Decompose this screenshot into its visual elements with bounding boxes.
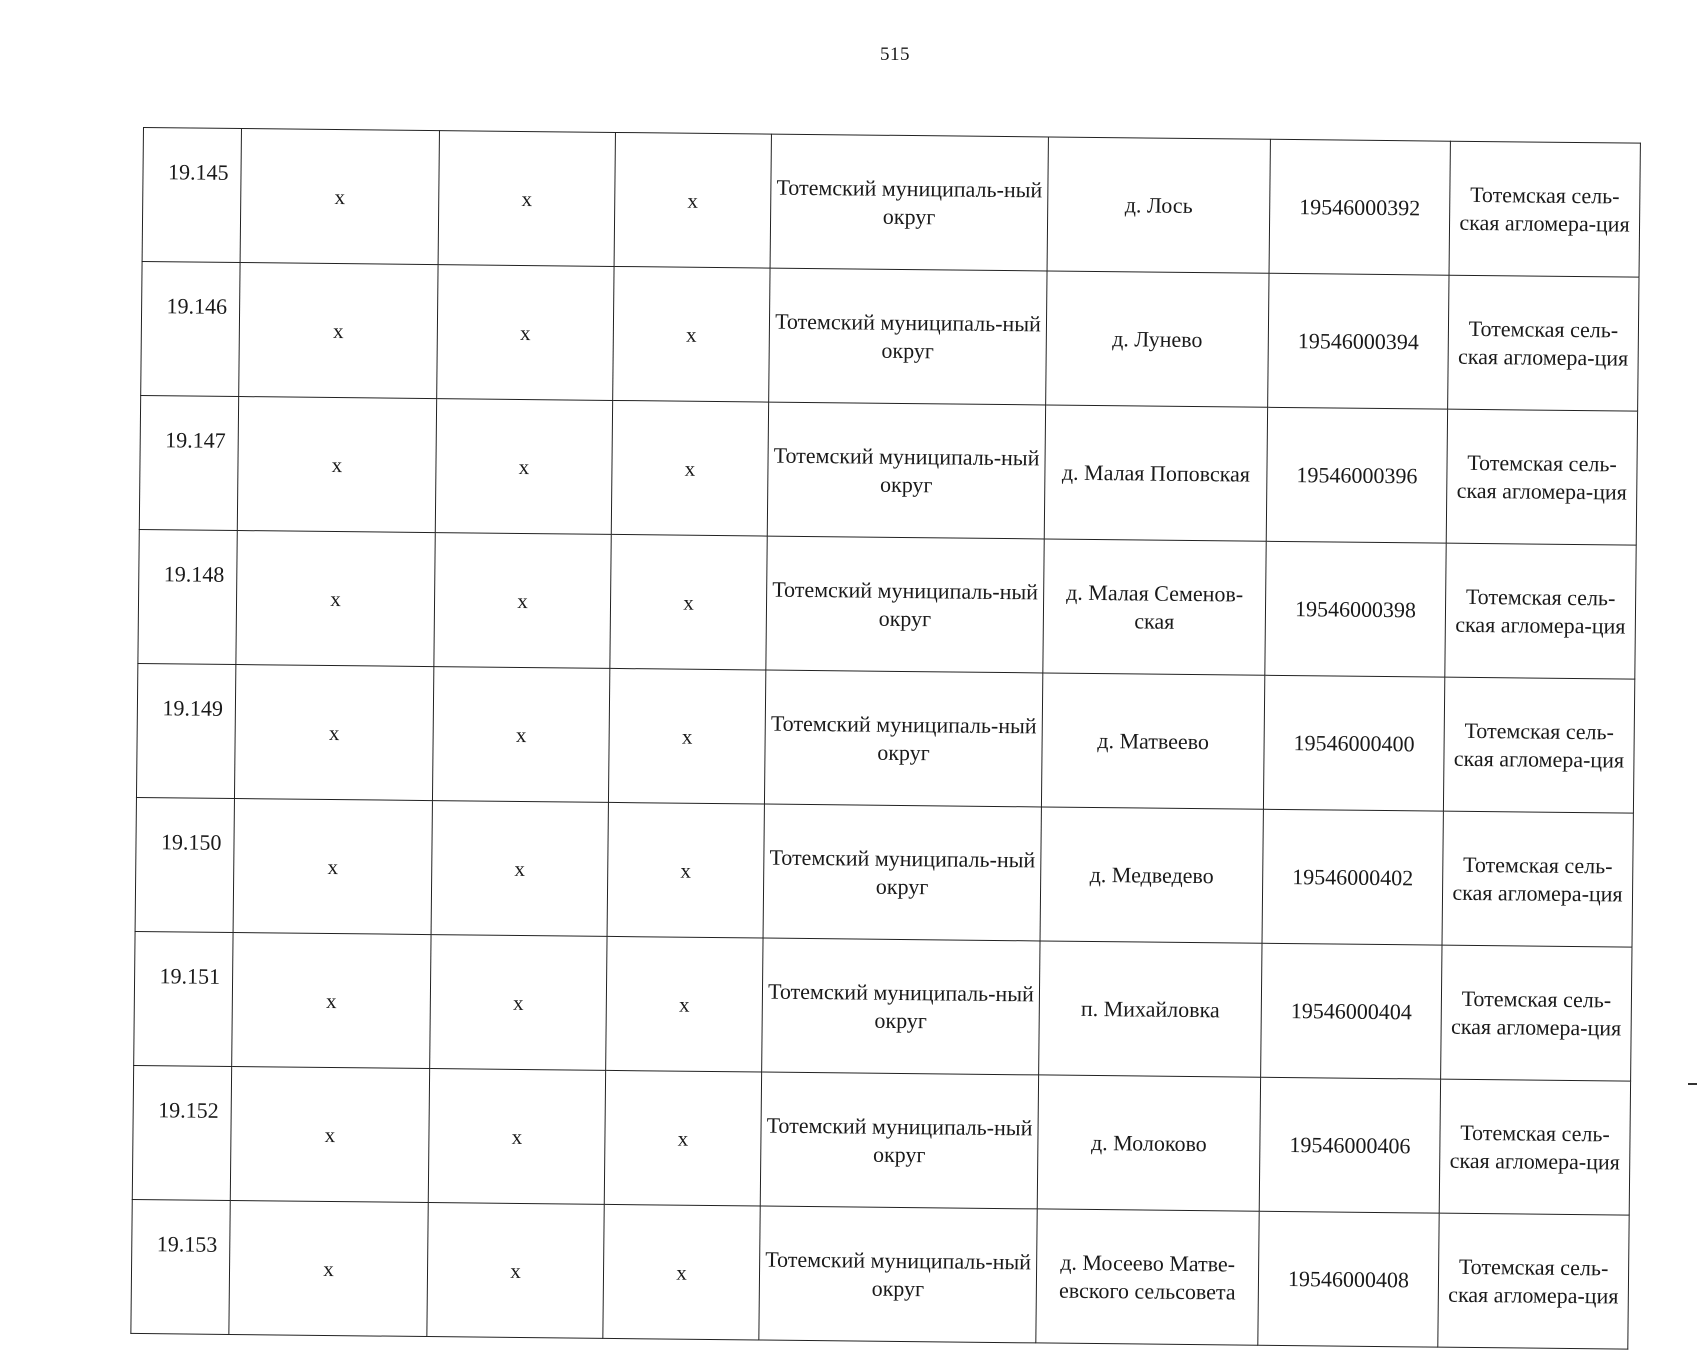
- oktmo-code: 19546000394: [1268, 273, 1449, 409]
- locality: п. Михайловка: [1039, 941, 1262, 1077]
- locality: д. Медведево: [1040, 807, 1263, 943]
- row-number: 19.151: [134, 931, 233, 1066]
- municipal-district: Тотемский муниципаль-ный округ: [762, 938, 1040, 1075]
- municipal-district: Тотемский муниципаль-ный округ: [769, 268, 1047, 405]
- locality: д. Лось: [1047, 137, 1270, 273]
- oktmo-code: 19546000398: [1265, 541, 1446, 677]
- oktmo-code: 19546000408: [1258, 1211, 1439, 1347]
- row-number: 19.146: [141, 261, 240, 396]
- agglomeration: Тотемская сель-ская агломера-ция: [1438, 1213, 1629, 1349]
- locality: д. Лунево: [1046, 271, 1269, 407]
- table-row: [141, 261, 1639, 411]
- cell-mark: х: [606, 936, 763, 1072]
- cell-mark: х: [430, 935, 607, 1071]
- cell-mark: х: [229, 1200, 428, 1336]
- locality: д. Матвеево: [1041, 673, 1264, 809]
- cell-mark: х: [607, 802, 764, 938]
- agglomeration: Тотемская сель-ская агломера-ция: [1441, 945, 1632, 1081]
- row-number: 19.149: [136, 663, 235, 798]
- cell-mark: х: [233, 798, 432, 934]
- agglomeration: Тотемская сель-ская агломера-ция: [1439, 1079, 1630, 1215]
- agglomeration: Тотемская сель-ская агломера-ция: [1445, 543, 1636, 679]
- row-number: 19.153: [131, 1199, 230, 1334]
- cell-mark: х: [613, 266, 770, 402]
- cell-mark: х: [603, 1204, 760, 1340]
- cell-mark: х: [610, 534, 767, 670]
- table-row: [135, 797, 1633, 947]
- cell-mark: х: [234, 665, 433, 801]
- cell-mark: х: [230, 1066, 429, 1202]
- municipal-district: Тотемский муниципаль-ный округ: [760, 1072, 1038, 1209]
- agglomeration: Тотемская сель-ская агломера-ция: [1446, 409, 1637, 545]
- municipal-district: Тотемский муниципаль-ный округ: [759, 1206, 1037, 1343]
- agglomeration: Тотемская сель-ская агломера-ция: [1449, 141, 1640, 277]
- cell-mark: х: [614, 132, 771, 268]
- municipal-district: Тотемский муниципаль-ный округ: [764, 670, 1042, 807]
- cell-mark: х: [236, 531, 435, 667]
- cell-mark: х: [237, 397, 436, 533]
- locality: д. Малая Семенов-ская: [1043, 539, 1266, 675]
- oktmo-code: 19546000396: [1266, 407, 1447, 543]
- row-number: 19.147: [139, 395, 238, 530]
- municipal-district: Тотемский муниципаль-ный округ: [766, 536, 1044, 673]
- table-row: [134, 931, 1632, 1081]
- row-number: 19.148: [138, 529, 237, 664]
- oktmo-code: 19546000406: [1259, 1077, 1440, 1213]
- cell-mark: х: [611, 400, 768, 536]
- page-number: 515: [880, 44, 910, 65]
- table-row: [142, 128, 1640, 278]
- cell-mark: х: [431, 801, 608, 937]
- cell-mark: х: [438, 131, 615, 267]
- table-sheet: [130, 127, 1640, 1350]
- row-number: 19.152: [132, 1065, 231, 1200]
- cell-mark: х: [435, 399, 612, 535]
- row-number: 19.150: [135, 797, 234, 932]
- table-body: [131, 128, 1641, 1350]
- cell-mark: х: [427, 1203, 604, 1339]
- settlements-table: [130, 127, 1641, 1350]
- oktmo-code: 19546000404: [1261, 943, 1442, 1079]
- table-row: [132, 1065, 1630, 1215]
- agglomeration: Тотемская сель-ская агломера-ция: [1442, 811, 1633, 947]
- cell-mark: х: [437, 265, 614, 401]
- cell-mark: х: [239, 263, 438, 399]
- table-row: [138, 529, 1636, 679]
- scan-edge-mark: [1688, 1083, 1697, 1085]
- cell-mark: х: [604, 1070, 761, 1206]
- row-number: 19.145: [142, 128, 241, 263]
- municipal-district: Тотемский муниципаль-ный округ: [763, 804, 1041, 941]
- locality: д. Молоково: [1037, 1075, 1260, 1211]
- table-row: [136, 663, 1634, 813]
- cell-mark: х: [434, 533, 611, 669]
- locality: д. Малая Поповская: [1044, 405, 1267, 541]
- oktmo-code: 19546000400: [1263, 675, 1444, 811]
- oktmo-code: 19546000392: [1269, 139, 1450, 275]
- table-row: [139, 395, 1637, 545]
- cell-mark: х: [432, 667, 609, 803]
- agglomeration: Тотемская сель-ская агломера-ция: [1443, 677, 1634, 813]
- agglomeration: Тотемская сель-ская агломера-ция: [1448, 275, 1639, 411]
- locality: д. Мосеево Матве-евского сельсовета: [1036, 1209, 1259, 1345]
- municipal-district: Тотемский муниципаль-ный округ: [767, 402, 1045, 539]
- cell-mark: х: [240, 129, 439, 265]
- oktmo-code: 19546000402: [1262, 809, 1443, 945]
- cell-mark: х: [608, 668, 765, 804]
- cell-mark: х: [428, 1069, 605, 1205]
- municipal-district: Тотемский муниципаль-ный округ: [770, 134, 1048, 271]
- cell-mark: х: [232, 932, 431, 1068]
- table-row: [131, 1199, 1629, 1349]
